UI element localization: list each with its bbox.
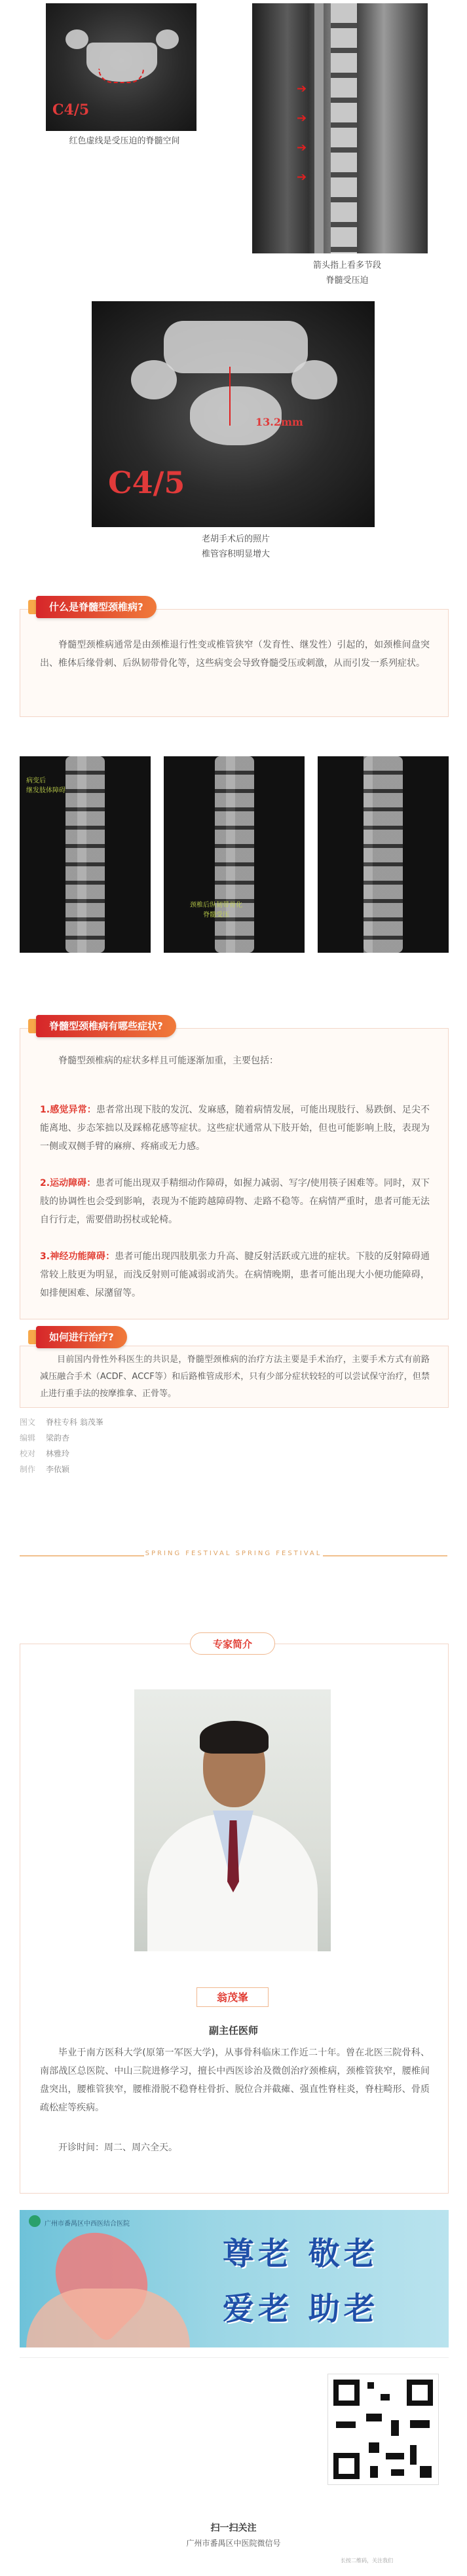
vertebra-shape <box>156 29 179 49</box>
vertebra-shape <box>164 321 308 373</box>
hospital-logo-icon <box>29 2215 41 2227</box>
banner-slogan-1: 尊老 敬老 <box>223 2236 379 2272</box>
qr-code[interactable] <box>327 2374 439 2485</box>
wechat-account-name: 广州市番禺区中医院微信号 <box>186 2539 281 2548</box>
arrow-icon: ➔ <box>297 111 307 125</box>
expert-bio: 毕业于南方医科大学(原第一军医大学)，从事骨科临床工作近二十年。曾在北医三院骨科、南部战区总医院、中山三院进修学习，擅长中西医诊治及微创治疗颈椎病，颈椎管狭窄，腰椎间盘突出，腰椎管狭窄，腰椎滑脱不稳脊柱骨折、脱位合并截瘫、强直性脊柱炎，脊柱畸形、骨质疏松症等疾病。 <box>40 2048 430 2113</box>
mri-caption-1: 箭头指上看多节段 <box>312 261 381 270</box>
section2-title: 脊髓型颈椎病有哪些症状? <box>36 1015 176 1037</box>
ct-postop-level-label: C4/5 <box>108 465 185 500</box>
mri-image-2 <box>164 756 305 953</box>
ct-axial-image <box>46 3 196 131</box>
mri-sagittal-image <box>252 3 428 253</box>
section3-body: 目前国内骨性外科医生的共识是，脊髓型颈椎病的治疗方法主要是手术治疗，主要手术方式有前路减压融合手术（ACDF、ACCF等）和后路椎管成形术，只有少部分症状较轻的可以尝试保守治疗，但禁止进行重手法的按摩推拿、正骨等。 <box>40 1355 430 1399</box>
vertebra-shape <box>65 29 88 49</box>
mri-image-3 <box>318 756 449 953</box>
symptom-item <box>40 1174 430 1229</box>
elderly-care-banner <box>20 2210 449 2347</box>
credits <box>20 1414 103 1477</box>
postop-caption-2: 椎管容积明显增大 <box>201 549 270 559</box>
qr-note: 长按二维码，关注我们 <box>341 2558 393 2564</box>
ct-caption: 红色虚线是受压迫的脊髓空间 <box>69 136 180 146</box>
arrow-icon: ➔ <box>297 141 307 155</box>
vertebra-shape <box>131 360 177 399</box>
measure-line <box>229 367 231 426</box>
credit-row: 编辑 梁韵杏 <box>20 1433 70 1443</box>
vertebral-column <box>331 3 357 253</box>
compression-outline <box>98 69 144 83</box>
symptom-item <box>40 1101 430 1156</box>
arrow-icon: ➔ <box>297 82 307 96</box>
mri-tag-mid: 颈椎后纵韧带骨化 脊髓受压 <box>190 902 242 919</box>
symptom-text: 患者可能出现双手精细动作障碍，如握力减弱、写字/使用筷子困难等。同时，双下肢的协调性也会受到影响，表现为不能跨越障碍物、走路不稳等。在病情严重时，患者可能无法自行行走，需要借助拐杖或轮椅。 <box>40 1178 430 1225</box>
symptom-item <box>40 1247 430 1302</box>
symptom-text: 患者可能出现四肢肌张力升高、腱反射活跃或亢进的症状。下肢的反射障碍通常较上肢更为明显，而浅反射则可能减弱或消失。在病情晚期，患者可能出现大小便功能障碍，如排便困难、尿潴留等。 <box>40 1251 430 1298</box>
section-treatment <box>20 1346 449 1408</box>
scan-to-follow: 扫一扫关注 <box>210 2523 257 2533</box>
doctor-portrait <box>134 1689 331 1951</box>
ct-level-label: C4/5 <box>52 101 90 119</box>
banner-hospital-name: 广州市番禺区中西医结合医院 <box>45 2220 130 2228</box>
vertebra-shape <box>291 360 337 399</box>
postop-caption-1: 老胡手术后的照片 <box>201 534 270 544</box>
expert-clinic-time: 开诊时间：周二、周六全天。 <box>58 2143 177 2153</box>
arrow-icon: ➔ <box>297 170 307 184</box>
section2-intro: 脊髓型颈椎病的症状多样且可能逐渐加重，主要包括： <box>58 1056 278 1066</box>
spinal-cord <box>314 3 324 253</box>
mri-caption-2: 脊髓受压迫 <box>326 276 369 285</box>
ct-postop-image <box>92 301 375 527</box>
banner-slogan-2: 爱老 助老 <box>223 2291 379 2327</box>
section3-title: 如何进行治疗? <box>36 1326 127 1348</box>
section-what-is <box>20 609 449 717</box>
mri-tag-left: 病变后 继发肢体障碍 <box>26 777 65 794</box>
section-symptoms <box>20 1028 449 1319</box>
mri-image-1 <box>20 756 151 953</box>
credit-row: 制作 李依颖 <box>20 1465 70 1474</box>
hands-illustration <box>26 2289 190 2347</box>
symptom-text: 患者常出现下肢的发沉、发麻感，随着病情发展，可能出现肢行、易跌倒、足尖不能离地、步态笨拙以及踩棉花感等症状。这些症状通常从下肢开始，但也可能影响上肢，表现为一侧或双侧手臂的麻痹、疼痛或无力感。 <box>40 1105 430 1152</box>
expert-section-title: 专家简介 <box>190 1632 275 1655</box>
section1-title: 什么是脊髓型颈椎病? <box>36 596 157 618</box>
doctor-name: 翁茂峯 <box>196 1987 269 2007</box>
measure-label: 13.2mm <box>255 416 303 428</box>
section1-body: 脊髓型颈椎病通常是由颈椎退行性变或椎管狭窄（发育性、继发性）引起的，如颈椎间盘突出、椎体后缘骨刺、后纵韧带骨化等，这些病变会导致脊髓受压或刺激，从而引发一系列症状。 <box>40 640 430 669</box>
divider-text: SPRING FESTIVAL SPRING FESTIVAL <box>145 1550 322 1557</box>
symptom-number: 1.感觉异常： <box>40 1105 96 1115</box>
symptom-number: 3.神经功能障碍： <box>40 1251 115 1262</box>
doctor-rank: 副主任医师 <box>208 2025 258 2036</box>
symptom-number: 2.运动障碍： <box>40 1178 96 1188</box>
credit-row: 图文 脊柱专科 翁茂峯 <box>20 1418 103 1427</box>
credit-row: 校对 林雅玲 <box>20 1449 70 1458</box>
